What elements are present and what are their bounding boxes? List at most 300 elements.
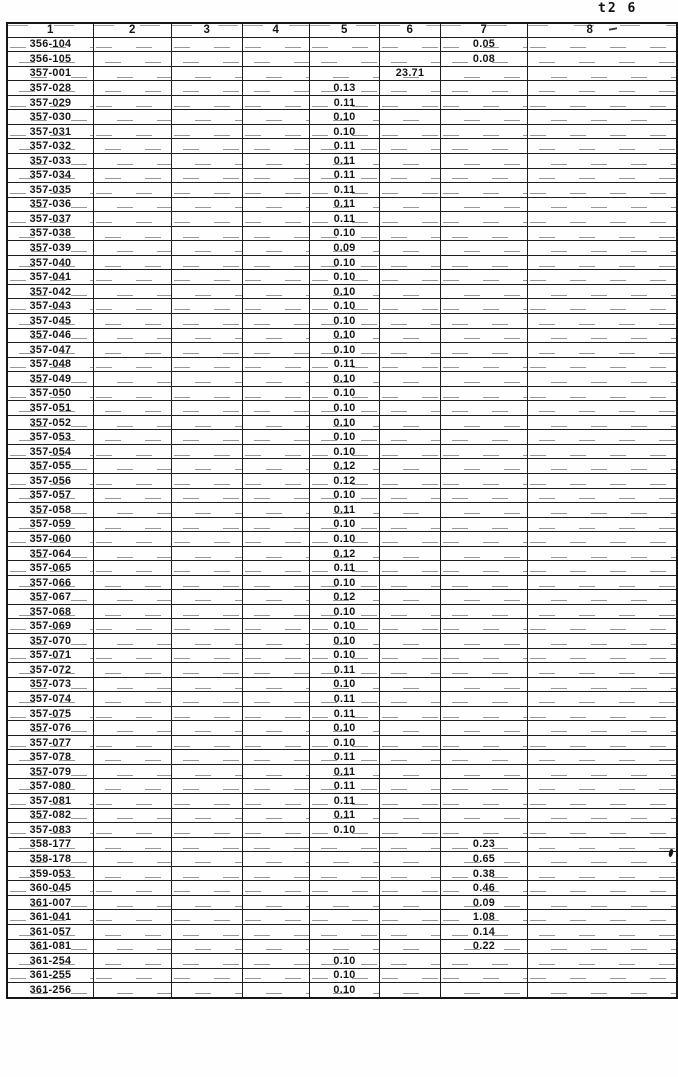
value-cell [528, 866, 678, 881]
value-cell [441, 357, 528, 372]
row-id-cell: 357-055 [7, 459, 94, 474]
value-cell [528, 488, 678, 503]
row-id-cell: 357-041 [7, 270, 94, 285]
value-cell: 0.14 [441, 924, 528, 939]
value-cell [243, 721, 310, 736]
value-cell [380, 706, 441, 721]
value-cell [172, 750, 243, 765]
table-row [7, 634, 677, 649]
value-cell [380, 124, 441, 139]
value-cell [94, 401, 172, 416]
value-cell: 0.12 [310, 459, 380, 474]
value-cell [380, 823, 441, 838]
value-cell [441, 575, 528, 590]
value-cell [441, 313, 528, 328]
table-row [7, 808, 677, 823]
value-cell [94, 474, 172, 489]
value-cell [380, 983, 441, 998]
value-cell [528, 692, 678, 707]
value-cell [243, 764, 310, 779]
row-id-cell: 357-032 [7, 139, 94, 154]
value-cell: 0.11 [310, 779, 380, 794]
table-row [7, 837, 677, 852]
row-id-cell: 357-069 [7, 619, 94, 634]
value-cell [528, 968, 678, 983]
value-cell: 0.11 [310, 357, 380, 372]
value-cell [528, 153, 678, 168]
table-header [7, 23, 677, 37]
value-cell [243, 124, 310, 139]
value-cell [94, 866, 172, 881]
table-row [7, 241, 677, 256]
value-cell [243, 459, 310, 474]
value-cell [243, 808, 310, 823]
row-id-cell: 357-077 [7, 735, 94, 750]
row-id-cell: 357-035 [7, 183, 94, 198]
table-row [7, 619, 677, 634]
row-id-cell: 357-058 [7, 503, 94, 518]
value-cell [310, 52, 380, 67]
value-cell [172, 357, 243, 372]
value-cell [380, 561, 441, 576]
value-cell [310, 866, 380, 881]
value-cell [441, 750, 528, 765]
value-cell [172, 604, 243, 619]
value-cell [172, 779, 243, 794]
row-id-cell: 357-064 [7, 546, 94, 561]
row-id-cell: 357-065 [7, 561, 94, 576]
value-cell [172, 910, 243, 925]
value-cell: 0.10 [310, 968, 380, 983]
row-id-cell: 357-054 [7, 444, 94, 459]
value-cell: 0.10 [310, 270, 380, 285]
column-header-4: 4 [243, 23, 310, 37]
value-cell: 0.10 [310, 328, 380, 343]
value-cell [441, 794, 528, 809]
value-cell [441, 764, 528, 779]
table-row [7, 677, 677, 692]
value-cell [243, 197, 310, 212]
table-row [7, 692, 677, 707]
value-cell [528, 677, 678, 692]
row-id-cell: 361-041 [7, 910, 94, 925]
table-row [7, 255, 677, 270]
value-cell [243, 779, 310, 794]
value-cell [172, 561, 243, 576]
value-cell [243, 153, 310, 168]
value-cell [243, 444, 310, 459]
value-cell [243, 794, 310, 809]
row-id-cell: 357-001 [7, 66, 94, 81]
value-cell [528, 313, 678, 328]
value-cell [243, 706, 310, 721]
value-cell: 0.11 [310, 197, 380, 212]
value-cell [380, 401, 441, 416]
value-cell [380, 488, 441, 503]
column-header-6: 6 [380, 23, 441, 37]
value-cell [380, 663, 441, 678]
value-cell [441, 779, 528, 794]
value-cell [94, 52, 172, 67]
table-row [7, 561, 677, 576]
column-header-1: 1 [7, 23, 94, 37]
value-cell [94, 968, 172, 983]
value-cell: 0.23 [441, 837, 528, 852]
value-cell [172, 430, 243, 445]
value-cell: 0.10 [310, 110, 380, 125]
value-cell [243, 313, 310, 328]
value-cell [441, 401, 528, 416]
value-cell [172, 153, 243, 168]
value-cell: 0.13 [310, 81, 380, 96]
table-row [7, 794, 677, 809]
value-cell [94, 357, 172, 372]
table-row [7, 474, 677, 489]
value-cell [380, 619, 441, 634]
value-cell [441, 546, 528, 561]
value-cell: 0.12 [310, 590, 380, 605]
value-cell [172, 866, 243, 881]
table-row [7, 52, 677, 67]
table-row [7, 663, 677, 678]
row-id-cell: 357-067 [7, 590, 94, 605]
table-row [7, 430, 677, 445]
value-cell [528, 517, 678, 532]
value-cell [172, 895, 243, 910]
value-cell [94, 546, 172, 561]
value-cell: 0.10 [310, 619, 380, 634]
table-row [7, 284, 677, 299]
value-cell [94, 532, 172, 547]
row-id-cell: 357-070 [7, 634, 94, 649]
value-cell [94, 823, 172, 838]
table-row [7, 503, 677, 518]
table-row [7, 517, 677, 532]
value-cell: 0.46 [441, 881, 528, 896]
value-cell [528, 81, 678, 96]
value-cell [94, 837, 172, 852]
value-cell [243, 619, 310, 634]
value-cell [441, 706, 528, 721]
value-cell [172, 983, 243, 998]
value-cell [94, 459, 172, 474]
row-id-cell: 361-255 [7, 968, 94, 983]
value-cell [172, 648, 243, 663]
value-cell [380, 750, 441, 765]
value-cell: 0.11 [310, 183, 380, 198]
value-cell [441, 284, 528, 299]
value-cell [528, 503, 678, 518]
value-cell [94, 663, 172, 678]
value-cell [441, 153, 528, 168]
value-cell [172, 546, 243, 561]
table-row [7, 37, 677, 52]
value-cell: 0.10 [310, 284, 380, 299]
value-cell [172, 95, 243, 110]
value-cell [94, 910, 172, 925]
row-id-cell: 357-046 [7, 328, 94, 343]
row-id-cell: 357-083 [7, 823, 94, 838]
row-id-cell: 357-048 [7, 357, 94, 372]
value-cell [528, 110, 678, 125]
value-cell [172, 255, 243, 270]
table-row [7, 735, 677, 750]
value-cell [380, 634, 441, 649]
value-cell [528, 284, 678, 299]
value-cell [441, 823, 528, 838]
value-cell [380, 837, 441, 852]
row-id-cell: 357-068 [7, 604, 94, 619]
value-cell [380, 241, 441, 256]
row-id-cell: 357-034 [7, 168, 94, 183]
value-cell [243, 910, 310, 925]
value-cell [380, 37, 441, 52]
value-cell [243, 575, 310, 590]
value-cell [441, 81, 528, 96]
table-row [7, 139, 677, 154]
value-cell [172, 226, 243, 241]
table-row [7, 532, 677, 547]
value-cell [528, 95, 678, 110]
table-row [7, 372, 677, 387]
value-cell [441, 735, 528, 750]
value-cell [380, 517, 441, 532]
value-cell: 0.10 [310, 313, 380, 328]
value-cell [310, 37, 380, 52]
value-cell [94, 212, 172, 227]
value-cell [528, 823, 678, 838]
value-cell [94, 590, 172, 605]
value-cell [528, 779, 678, 794]
value-cell [380, 183, 441, 198]
value-cell [380, 910, 441, 925]
value-cell [94, 852, 172, 867]
value-cell [94, 153, 172, 168]
row-id-cell: 357-047 [7, 343, 94, 358]
value-cell [243, 503, 310, 518]
value-cell [528, 954, 678, 969]
row-id-cell: 361-057 [7, 924, 94, 939]
value-cell [380, 197, 441, 212]
value-cell [243, 415, 310, 430]
value-cell [172, 721, 243, 736]
value-cell [528, 706, 678, 721]
value-cell [528, 212, 678, 227]
value-cell [172, 386, 243, 401]
value-cell [172, 517, 243, 532]
row-id-cell: 357-049 [7, 372, 94, 387]
value-cell [243, 823, 310, 838]
value-cell [441, 415, 528, 430]
table-row [7, 852, 677, 867]
value-cell [172, 692, 243, 707]
value-cell [94, 735, 172, 750]
value-cell [172, 881, 243, 896]
value-cell [380, 852, 441, 867]
value-cell [94, 139, 172, 154]
value-cell [172, 634, 243, 649]
value-cell [172, 212, 243, 227]
row-id-cell: 357-059 [7, 517, 94, 532]
value-cell [528, 895, 678, 910]
value-cell [243, 401, 310, 416]
value-cell [380, 255, 441, 270]
value-cell: 0.10 [310, 983, 380, 998]
row-id-cell: 361-256 [7, 983, 94, 998]
row-id-cell: 358-177 [7, 837, 94, 852]
value-cell [380, 415, 441, 430]
column-header-5: 5 [310, 23, 380, 37]
value-cell [441, 255, 528, 270]
value-cell [172, 575, 243, 590]
value-cell [528, 619, 678, 634]
table-row [7, 968, 677, 983]
row-id-cell: 357-052 [7, 415, 94, 430]
value-cell [243, 604, 310, 619]
value-cell [441, 663, 528, 678]
value-cell [172, 474, 243, 489]
value-cell [172, 52, 243, 67]
value-cell: 0.10 [310, 488, 380, 503]
row-id-cell: 357-039 [7, 241, 94, 256]
value-cell [380, 328, 441, 343]
table-row [7, 604, 677, 619]
value-cell [172, 968, 243, 983]
table-row [7, 750, 677, 765]
value-cell [243, 983, 310, 998]
value-cell [528, 226, 678, 241]
table-row [7, 270, 677, 285]
table-row [7, 721, 677, 736]
value-cell [380, 721, 441, 736]
value-cell: 0.65 [441, 852, 528, 867]
value-cell [528, 270, 678, 285]
value-cell [380, 284, 441, 299]
value-cell [380, 924, 441, 939]
value-cell [441, 139, 528, 154]
row-id-cell: 361-007 [7, 895, 94, 910]
value-cell [94, 939, 172, 954]
value-cell [172, 706, 243, 721]
value-cell [528, 66, 678, 81]
value-cell [94, 692, 172, 707]
value-cell [243, 648, 310, 663]
value-cell [243, 474, 310, 489]
value-cell [94, 677, 172, 692]
value-cell [441, 474, 528, 489]
table-row [7, 866, 677, 881]
value-cell [94, 124, 172, 139]
table-row [7, 488, 677, 503]
value-cell [94, 779, 172, 794]
column-header-8: 8 [528, 23, 678, 37]
value-cell [172, 313, 243, 328]
value-cell [172, 343, 243, 358]
value-cell [380, 939, 441, 954]
value-cell [380, 386, 441, 401]
row-id-cell: 357-030 [7, 110, 94, 125]
value-cell [441, 372, 528, 387]
value-cell: 0.10 [310, 634, 380, 649]
value-cell [441, 270, 528, 285]
value-cell [172, 139, 243, 154]
table-row [7, 124, 677, 139]
value-cell: 0.38 [441, 866, 528, 881]
value-cell [94, 954, 172, 969]
value-cell [172, 270, 243, 285]
value-cell [172, 488, 243, 503]
value-cell: 0.10 [310, 386, 380, 401]
value-cell [528, 546, 678, 561]
value-cell: 0.11 [310, 561, 380, 576]
value-cell [441, 459, 528, 474]
value-cell [94, 924, 172, 939]
value-cell [528, 459, 678, 474]
value-cell [441, 677, 528, 692]
value-cell [94, 706, 172, 721]
value-cell [528, 881, 678, 896]
value-cell [528, 52, 678, 67]
value-cell [94, 226, 172, 241]
value-cell [172, 37, 243, 52]
value-cell [380, 343, 441, 358]
value-cell [243, 750, 310, 765]
row-id-cell: 360-045 [7, 881, 94, 896]
value-cell [94, 794, 172, 809]
value-cell [441, 983, 528, 998]
table-body [7, 37, 677, 998]
value-cell [94, 444, 172, 459]
value-cell [441, 954, 528, 969]
row-id-cell: 357-029 [7, 95, 94, 110]
table-row [7, 328, 677, 343]
table-row [7, 590, 677, 605]
value-cell: 0.11 [310, 663, 380, 678]
value-cell: 0.10 [310, 677, 380, 692]
value-cell [172, 299, 243, 314]
value-cell [441, 634, 528, 649]
value-cell [94, 372, 172, 387]
value-cell [172, 735, 243, 750]
value-cell [172, 183, 243, 198]
value-cell [243, 517, 310, 532]
row-id-cell: 357-060 [7, 532, 94, 547]
value-cell [441, 124, 528, 139]
value-cell [528, 386, 678, 401]
table-row [7, 401, 677, 416]
table-row [7, 983, 677, 998]
value-cell [380, 648, 441, 663]
value-cell [243, 255, 310, 270]
value-cell [528, 139, 678, 154]
value-cell [172, 372, 243, 387]
table-row [7, 153, 677, 168]
value-cell [243, 386, 310, 401]
value-cell [380, 794, 441, 809]
row-id-cell: 356-105 [7, 52, 94, 67]
value-cell [528, 561, 678, 576]
value-cell [172, 197, 243, 212]
value-cell: 0.10 [310, 226, 380, 241]
row-id-cell: 356-104 [7, 37, 94, 52]
value-cell: 0.11 [310, 503, 380, 518]
value-cell [243, 692, 310, 707]
value-cell [172, 401, 243, 416]
value-cell [94, 241, 172, 256]
value-cell [243, 881, 310, 896]
value-cell [310, 910, 380, 925]
table-row [7, 81, 677, 96]
